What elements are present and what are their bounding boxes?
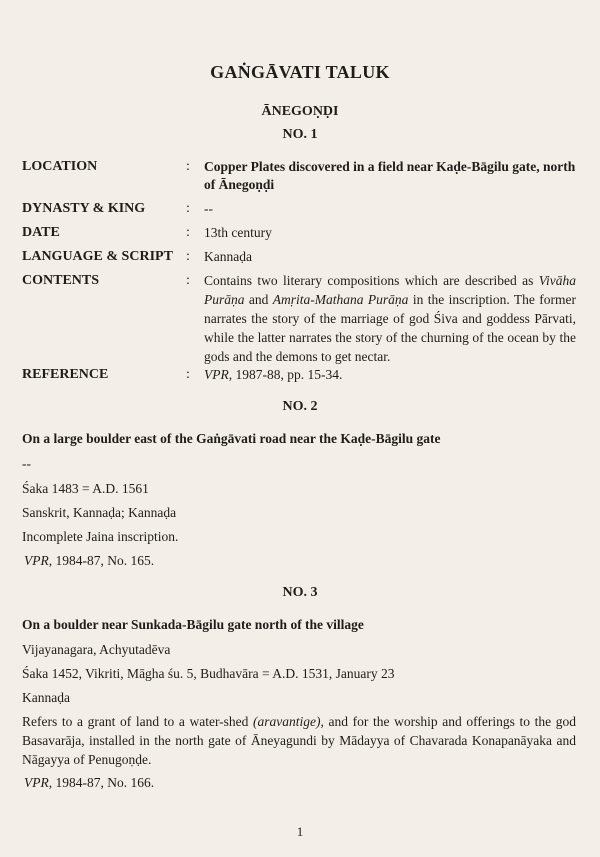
- colon: :: [186, 201, 190, 216]
- inscription-1-number: NO. 1: [282, 127, 318, 142]
- colon: :: [186, 225, 190, 240]
- dynasty-value: --: [204, 201, 213, 216]
- inscription-2-date: Śaka 1483 = A.D. 1561: [22, 481, 149, 496]
- reference-value: VPR, 1987-88, pp. 15-34.: [204, 367, 343, 382]
- inscription-2-dynasty: --: [22, 456, 31, 471]
- inscription-3-dynasty: Vijayanagara, Achyutadēva: [22, 642, 171, 657]
- date-value: 13th century: [204, 225, 272, 240]
- date-label: DATE: [22, 225, 60, 240]
- inscription-2-number: NO. 2: [282, 399, 318, 414]
- inscription-3-heading: On a boulder near Sunkada-Bāgilu gate north of the village: [22, 617, 364, 632]
- inscription-3-contents: Refers to a grant of land to a water-shed (aravantige), and for the worship and offerings to the god Basavarāja, installed in the north gate of Āneyagundi by Mādayya of Chavarada Konapanāyaka and Nāgayya of Penugoṇḍe.: [22, 714, 576, 767]
- reference-label: REFERENCE: [22, 367, 109, 382]
- inscription-2-language: Sanskrit, Kannaḍa; Kannaḍa: [22, 505, 177, 520]
- dynasty-label: DYNASTY & KING: [22, 201, 146, 216]
- location-value-line1: Copper Plates discovered in a field near Kaḍe-Bāgilu gate, north: [204, 159, 576, 174]
- language-value: Kannaḍa: [204, 249, 252, 264]
- contents-value: Contains two literary compositions which are described as Vivāha Purāṇa and Amṛita-Mathana Purāṇa in the inscription. The former narrates the story of the marriage of god Śiva and goddess Pārvati, while the latter narrates the story of the churning of the ocean by the gods and the demons to get nectar.: [204, 273, 576, 364]
- page-number: 1: [296, 824, 304, 839]
- inscription-2-heading: On a large boulder east of the Gaṅgāvati road near the Kaḍe-Bāgilu gate: [22, 431, 441, 446]
- page-title: GAṄGĀVATI TALUK: [210, 62, 390, 82]
- place-subtitle: ĀNEGOṆḌI: [261, 104, 339, 119]
- location-value-line2: of Ānegoṇḍi: [204, 177, 275, 192]
- inscription-3-reference: VPR, 1984-87, No. 166.: [24, 775, 155, 790]
- language-label: LANGUAGE & SCRIPT: [22, 249, 173, 264]
- colon: :: [186, 367, 190, 382]
- contents-label: CONTENTS: [22, 273, 100, 288]
- colon: :: [186, 273, 190, 288]
- colon: :: [186, 249, 190, 264]
- inscription-2-reference: VPR, 1984-87, No. 165.: [24, 553, 155, 568]
- inscription-3-number: NO. 3: [282, 585, 318, 600]
- inscription-3-language: Kannaḍa: [22, 690, 70, 705]
- location-label: LOCATION: [22, 159, 98, 174]
- inscription-2-contents: Incomplete Jaina inscription.: [22, 529, 179, 544]
- colon: :: [186, 159, 190, 174]
- inscription-3-date: Śaka 1452, Vikriti, Māgha śu. 5, Budhavāra = A.D. 1531, January 23: [22, 666, 395, 681]
